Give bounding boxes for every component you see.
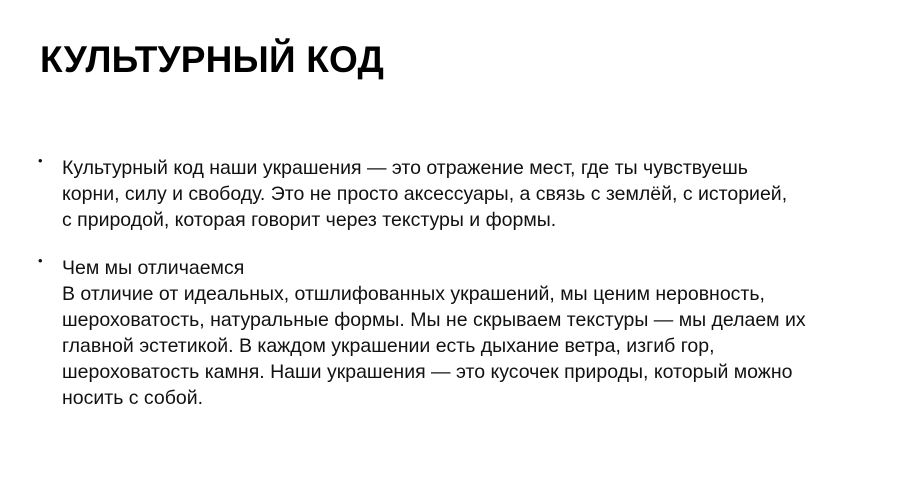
bullet-text-line: шероховатость камня. Наши украшения — это кусочек природы, который можно [62,361,793,383]
bullet-item-difference [38,255,868,411]
bullet-heading: Чем мы отличаемся [62,257,245,279]
bullet-item-cultural-code [38,155,868,233]
bullet-text-line: шероховатость, натуральные формы. Мы не скрываем текстуры — мы делаем их [62,309,806,331]
bullet-text-line: В отличие от идеальных, отшлифованных украшений, мы ценим неровность, [62,283,765,305]
bullet-text-line: главной эстетикой. В каждом украшении есть дыхание ветра, изгиб гор, [62,335,715,357]
bullet-text-line: Культурный код наши украшения — это отражение мест, где ты чувствуешь [62,157,748,179]
bullet-list [38,155,868,433]
bullet-text-line: носить с собой. [62,387,204,409]
slide-title: КУЛЬТУРНЫЙ КОД [40,39,385,80]
bullet-text-line: с природой, которая говорит через текстуры и формы. [62,209,557,231]
bullet-marker: • [38,253,43,268]
bullet-marker: • [38,153,43,168]
bullet-text-line: корни, силу и свободу. Это не просто аксессуары, а связь с землёй, с историей, [62,183,788,205]
